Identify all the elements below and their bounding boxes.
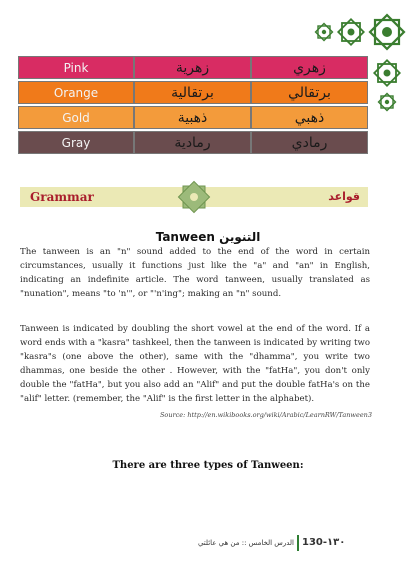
color-arabic-masculine-cell: برتقالي <box>251 81 368 104</box>
color-row <box>18 81 368 104</box>
color-arabic-masculine-cell: ذهبي <box>251 106 368 129</box>
star-ornament-icon <box>176 179 212 215</box>
footer-divider <box>297 535 299 551</box>
banner-title-english: Grammar <box>30 190 94 204</box>
star-ornament-icon <box>367 12 407 52</box>
lesson-title: الدرس الخامس :: من هي عائلتي <box>197 539 294 547</box>
banner-title-arabic: قواعد <box>328 190 360 203</box>
color-english-cell: Orange <box>18 81 134 104</box>
color-arabic-masculine-cell: رمادي <box>251 131 368 154</box>
color-arabic-masculine-cell: زهري <box>251 56 368 79</box>
color-row <box>18 131 368 154</box>
section-heading <box>0 230 416 244</box>
color-arabic-feminine-cell: ذهبية <box>134 106 251 129</box>
heading-english: Tanween <box>155 230 215 244</box>
colors-table <box>18 56 368 156</box>
paragraph-indication: Tanween is indicated by doubling the short vowel at the end of the word. If a word ends with a "kasra" tashkeel, then the tanween is indicated by writing two "kasra"s (one above the other), same with the "dhamma", you write two dhammas, one beside the other . However, with the "fatHa", you don't only double the "fatHa", but you also add an "Alif" and put the double fatHa's on the "alif" letter. (remember, the "Alif" is the first letter in the alphabet). <box>20 324 370 404</box>
color-arabic-feminine-cell: برتقالية <box>134 81 251 104</box>
color-english-cell: Gold <box>18 106 134 129</box>
color-english-cell: Pink <box>18 56 134 79</box>
color-arabic-feminine-cell: رمادية <box>134 131 251 154</box>
heading-arabic: التنوين <box>219 230 261 244</box>
color-arabic-feminine-cell: زهرية <box>134 56 251 79</box>
star-ornament-icon <box>377 92 397 112</box>
star-ornament-icon <box>314 22 334 42</box>
color-english-cell: Gray <box>18 131 134 154</box>
source-citation: Source: http://en.wikibooks.org/wiki/Arabic/LearnRW/Tanween3 <box>159 411 372 419</box>
page-number: 130-١٣٠ <box>302 537 346 548</box>
color-row <box>18 56 368 79</box>
color-row <box>18 106 368 129</box>
three-types-heading: There are three types of Tanween: <box>112 460 304 471</box>
paragraph-intro: The tanween is an "n" sound added to the end of the word in certain circumstances, usually it functions just like the "a" and "an" in English, indicating an indefinite article. The word tanween, usually translated as "nunation", means "to 'n'", or "'n'ing"; making an "n" sound. <box>20 247 370 299</box>
star-ornament-icon <box>336 17 366 47</box>
star-ornament-icon <box>372 58 402 88</box>
